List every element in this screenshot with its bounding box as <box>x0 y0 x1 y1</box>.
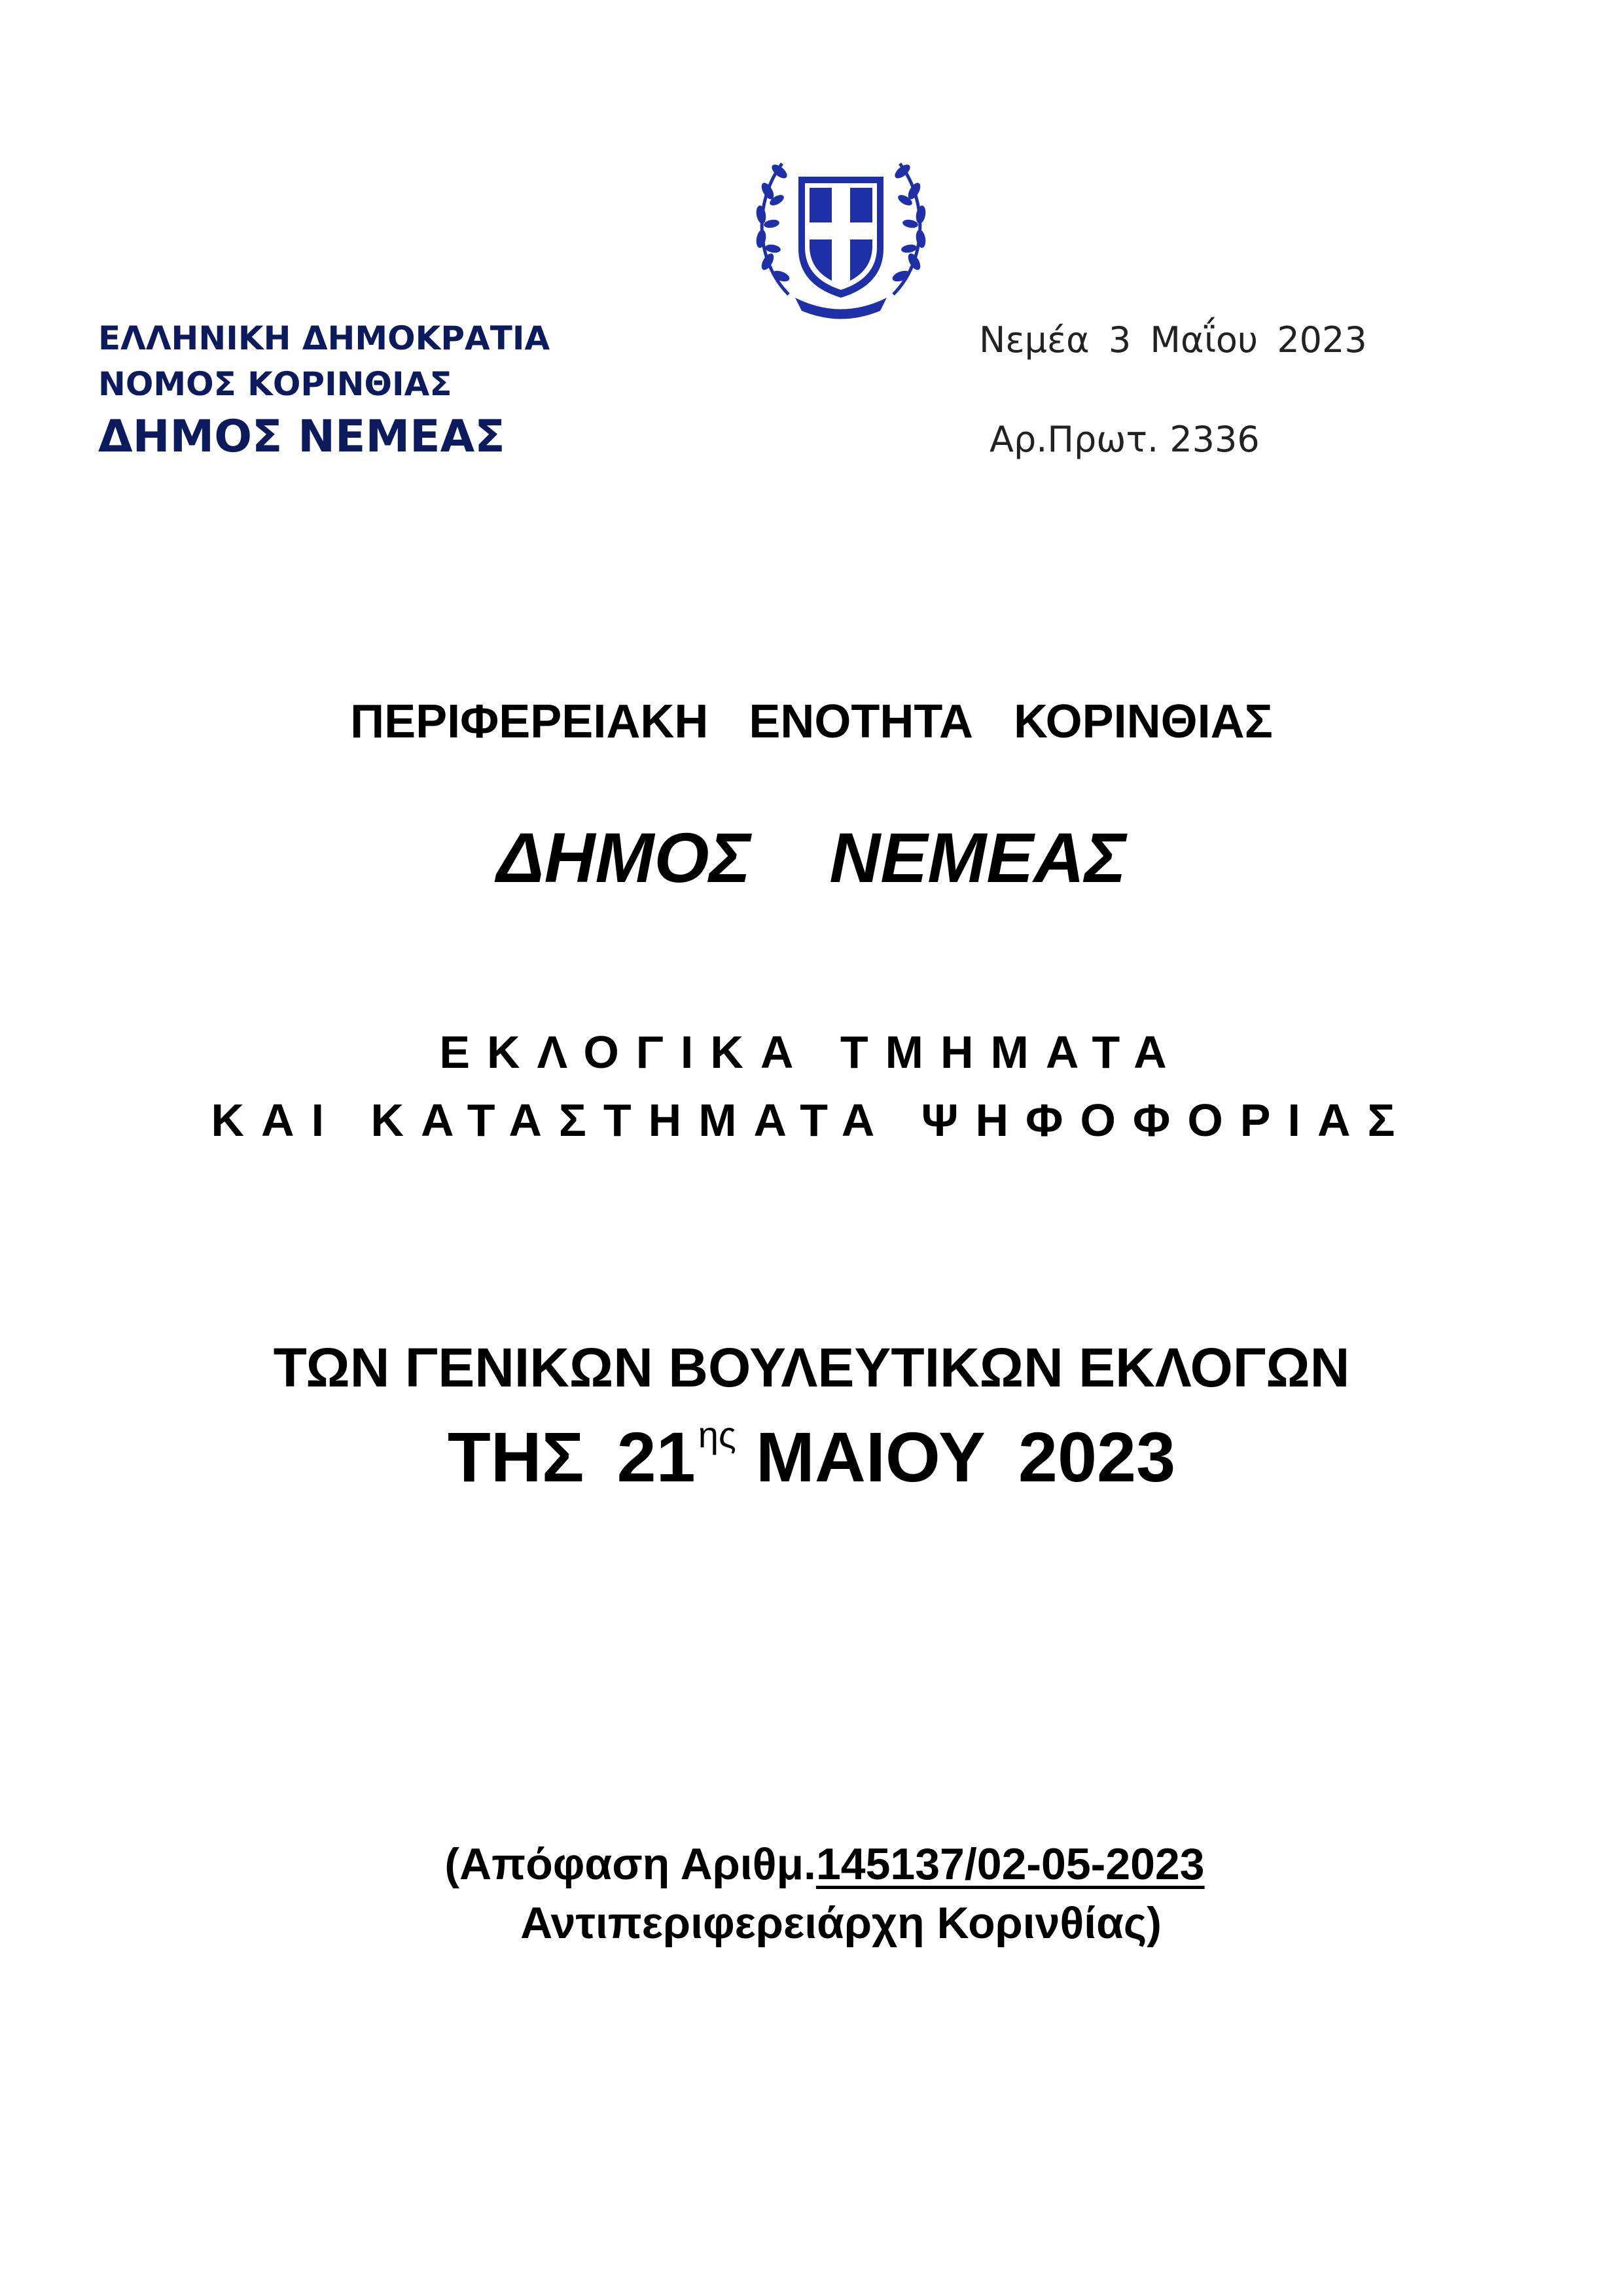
decision-number: 145137/02-05-2023 <box>815 1839 1205 1889</box>
election-date-prefix: ΤΗΣ 21 <box>447 1417 696 1496</box>
prefecture-name: ΝΟΜΟΣ ΚΟΡΙΝΘΙΑΣ <box>98 365 452 403</box>
greek-coat-of-arms-icon <box>743 131 939 327</box>
election-date <box>0 1413 1623 1498</box>
country-name: ΕΛΛΗΝΙΚΗ ΔΗΜΟΚΡΑΤΙΑ <box>98 319 550 357</box>
ordinal-suffix: ης <box>698 1414 736 1455</box>
municipality-name: ΔΗΜΟΣ ΝΕΜΕΑΣ <box>98 411 505 463</box>
electoral-sections-title: ΕΚΛΟΓΙΚΑ ΤΜΗΜΑΤΑ <box>439 1027 1184 1078</box>
polling-stations-title: ΚΑΙ ΚΑΤΑΣΤΗΜΑΤΑ ΨΗΦΟΦΟΡΙΑΣ <box>211 1095 1412 1146</box>
decision-authority: Αντιπεριφερειάρχη Κορινθίας) <box>520 1898 1162 1948</box>
protocol-number: Αρ.Πρωτ. 2336 <box>990 419 1260 460</box>
regional-unit-title: ΠΕΡΙΦΕΡΕΙΑΚΗ ΕΝΟΤΗΤΑ ΚΟΡΙΝΘΙΑΣ <box>350 696 1273 748</box>
municipality-title: ΔΗΜΟΣ ΝΕΜΕΑΣ <box>496 818 1126 897</box>
document-date: Νεμέα 3 Μαΐου 2023 <box>979 319 1367 361</box>
decision-reference <box>0 1839 1623 1890</box>
elections-title: ΤΩΝ ΓΕΝΙΚΩΝ ΒΟΥΛΕΥΤΙΚΩΝ ΕΚΛΟΓΩΝ <box>273 1337 1350 1398</box>
decision-prefix: (Απόφαση Αριθμ. <box>444 1839 816 1889</box>
election-date-month-year: ΜΑΙΟΥ 2023 <box>755 1417 1176 1496</box>
